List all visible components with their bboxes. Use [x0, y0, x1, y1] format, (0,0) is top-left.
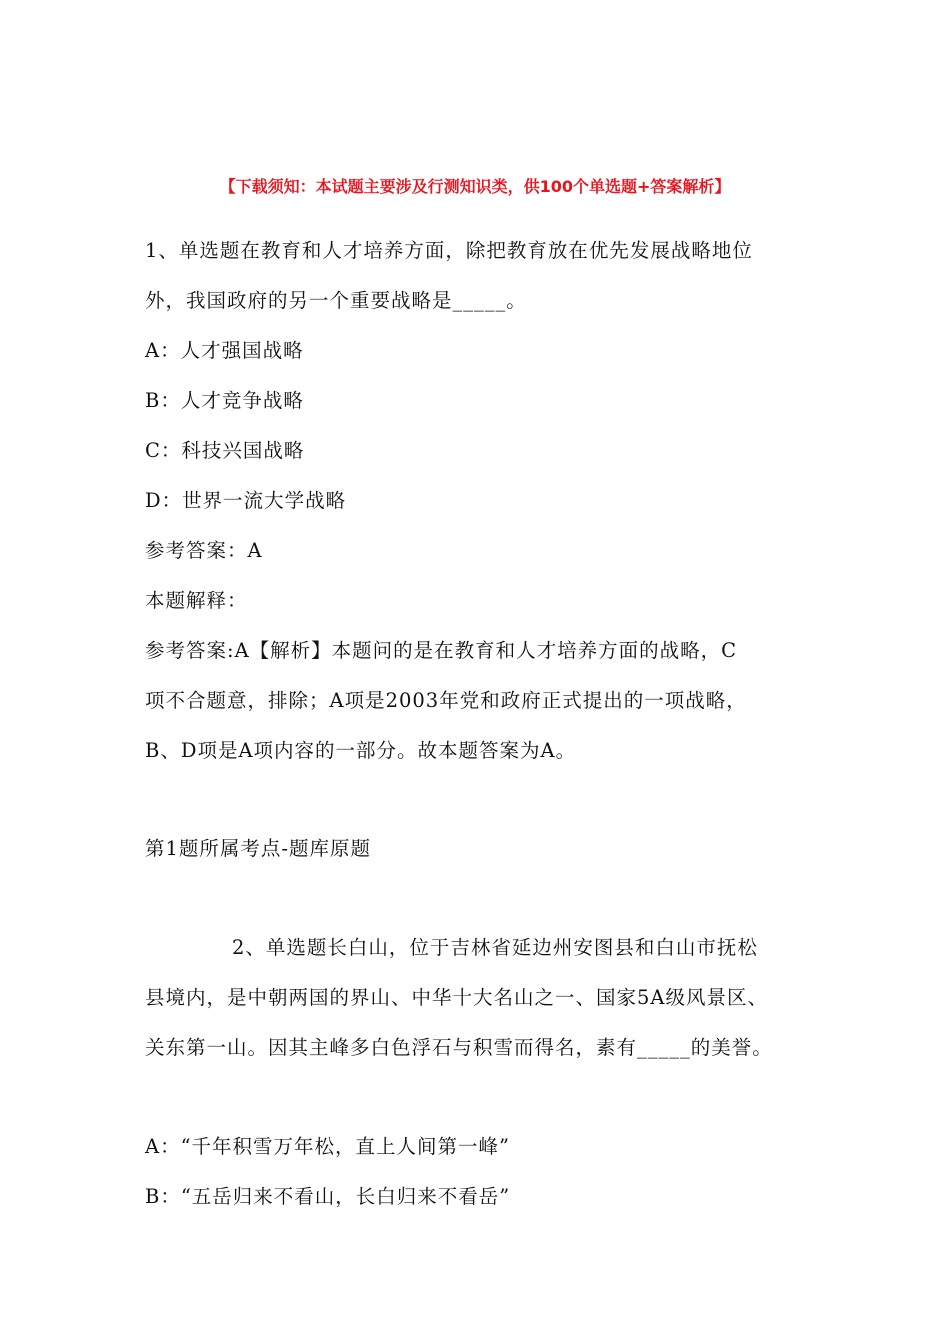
q2-stem-line-3: 关东第一山。因其主峰多白色浮石与积雪而得名，素有_____的美誉。	[145, 1036, 773, 1059]
q1-explanation-label: 本题解释：	[145, 589, 248, 612]
q2-option-a: A：“千年积雪万年松，直上人间第一峰”	[145, 1135, 511, 1158]
q1-option-b: B：人才竞争战略	[145, 389, 304, 412]
q1-stem-line-1: 1、单选题在教育和人才培养方面，除把教育放在优先发展战略地位	[145, 239, 753, 262]
q2-option-b: B：“五岳归来不看山，长白归来不看岳”	[145, 1185, 511, 1208]
q1-explanation-line-1: 参考答案:A【解析】本题问的是在教育和人才培养方面的战略，C	[145, 639, 738, 662]
q1-option-d: D：世界一流大学战略	[145, 489, 347, 512]
q2-stem-line-1: 2、单选题长白山，位于吉林省延边州安图县和白山市抚松	[232, 936, 758, 959]
q1-explanation-line-3: B、D项是A项内容的一部分。故本题答案为A。	[145, 739, 577, 762]
q1-option-a: A：人才强国战略	[145, 339, 304, 362]
q1-explanation-line-2: 项不合题意，排除；A项是2003年党和政府正式提出的一项战略，	[145, 689, 747, 712]
q1-option-c: C：科技兴国战略	[145, 439, 305, 462]
q1-answer: 参考答案：A	[145, 539, 263, 562]
q1-stem-line-2: 外，我国政府的另一个重要战略是_____。	[145, 289, 527, 312]
q1-topic: 第1题所属考点-题库原题	[145, 837, 371, 860]
download-notice: 【下载须知：本试题主要涉及行测知识类，供100个单选题+答案解析】	[219, 177, 731, 196]
q2-stem-line-2: 县境内，是中朝两国的界山、中华十大名山之一、国家5A级风景区、	[145, 986, 768, 1009]
